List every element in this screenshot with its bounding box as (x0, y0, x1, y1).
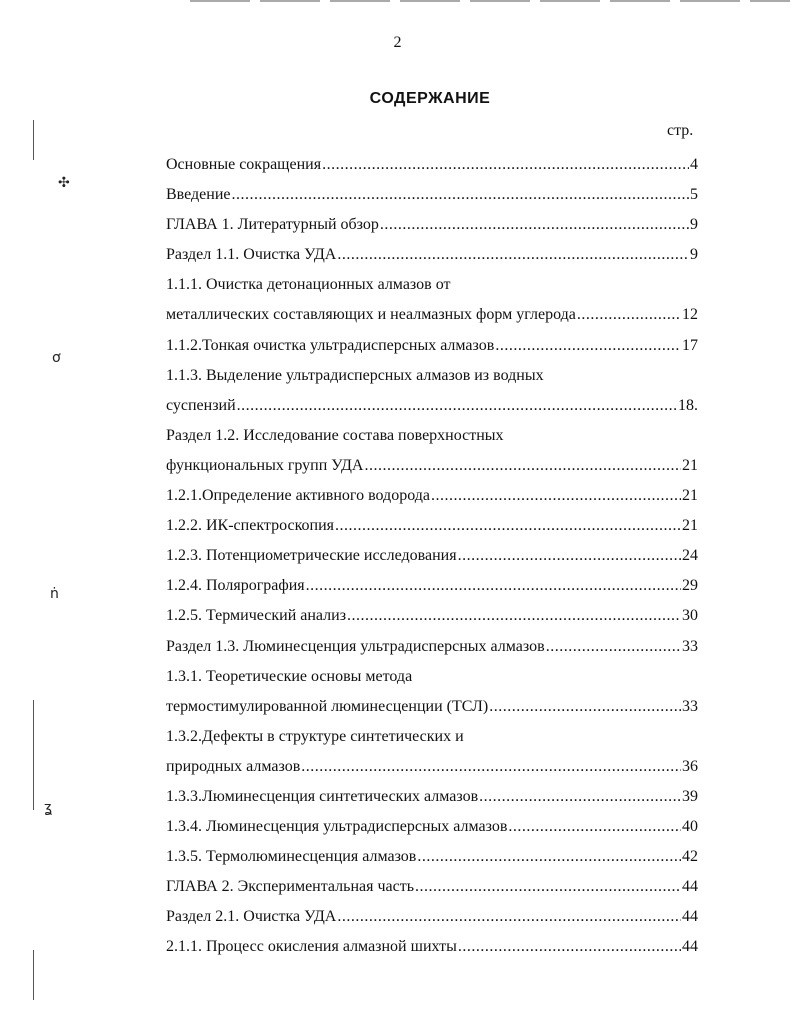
toc-entry (166, 601, 698, 631)
scan-speck-icon: ṅ (50, 586, 59, 602)
toc-entry-title: природных алмазов (166, 757, 301, 775)
toc-entry (166, 270, 698, 300)
toc-dot-leader (458, 932, 681, 962)
toc-entry-title: Основные сокращения (166, 156, 322, 173)
toc-entry (166, 722, 698, 752)
toc-entry (166, 361, 698, 391)
toc-entry-title: 1.2.4. Полярография (166, 577, 305, 595)
toc-entry (166, 451, 698, 481)
toc-entry-page: 30 (682, 607, 698, 625)
toc-entry (166, 541, 698, 571)
toc-entry (166, 902, 698, 932)
toc-entry-title: 1.2.1.Определение активного водорода (166, 487, 430, 505)
toc-entry (166, 932, 698, 962)
toc-dot-leader (417, 842, 681, 872)
toc-entry-page: 24 (682, 547, 698, 565)
toc-entry-title: Введение (166, 186, 231, 204)
toc-entry (166, 421, 698, 451)
toc-entry-title: металлических составляющих и неалмазных форм углерода (166, 306, 576, 324)
toc-dot-leader (306, 571, 681, 601)
toc-entry-page: 4 (690, 156, 698, 173)
toc-entry-page: 21 (682, 456, 698, 474)
toc-entry-page: 33 (682, 697, 698, 715)
toc-dot-leader (415, 872, 681, 902)
page-title: СОДЕРЖАНИЕ (369, 90, 491, 107)
toc-entry-title: 2.1.1. Процесс окисления алмазной шихты (166, 938, 457, 956)
toc-entry (166, 511, 698, 541)
toc-entry-page: 39 (682, 787, 698, 805)
toc-dot-leader (347, 601, 681, 631)
toc-dot-leader (335, 511, 681, 541)
toc-entry-page: 17 (682, 336, 698, 354)
toc-entry-page: 44 (682, 938, 698, 956)
toc-entry-title: Раздел 1.3. Люминесценция ультрадисперсных алмазов (166, 637, 545, 655)
toc-dot-leader (479, 782, 681, 812)
toc-entry-title: ГЛАВА 1. Литературный обзор (166, 216, 379, 234)
toc-entry-page: 12 (682, 306, 698, 324)
toc-entry-title: Раздел 1.1. Очистка УДА (166, 246, 337, 264)
toc-entry-page: 5 (690, 186, 698, 204)
toc-entry (166, 842, 698, 872)
toc-entry-title: 1.2.3. Потенциометрические исследования (166, 547, 457, 565)
toc-dot-leader (337, 902, 681, 932)
toc-entry-title: термостимулированной люминесценции (ТСЛ) (166, 697, 489, 715)
toc-dot-leader (380, 210, 689, 240)
toc-dot-leader (577, 300, 681, 330)
top-scan-rule (190, 0, 790, 2)
toc-entry-title: 1.1.1. Очистка детонационных алмазов от (166, 276, 451, 294)
toc-entry-title: 1.3.3.Люминесценция синтетических алмазов (166, 787, 479, 805)
page-column-label: стр. (667, 122, 694, 139)
toc-dot-leader (237, 391, 677, 421)
toc-entry (166, 872, 698, 902)
toc-entry-title: 1.3.5. Термолюминесценция алмазов (166, 848, 417, 866)
scan-speck-icon: ✣ (58, 175, 70, 191)
scan-speck-icon: ʓ (44, 800, 53, 816)
toc-entry (166, 481, 698, 511)
toc-entry-title: ГЛАВА 2. Экспериментальная часть (166, 878, 414, 896)
toc-entry (166, 210, 698, 240)
toc-entry (166, 752, 698, 782)
toc-entry-page: 18. (678, 396, 698, 414)
toc-entry (166, 812, 698, 842)
toc-entry-title: 1.2.2. ИК-спектроскопия (166, 517, 335, 535)
toc-entry (166, 782, 698, 812)
toc-dot-leader (301, 752, 681, 782)
toc-entry-page: 21 (682, 487, 698, 505)
page-number: 2 (393, 34, 402, 51)
toc-dot-leader (458, 541, 681, 571)
toc-entry-title: Раздел 1.2. Исследование состава поверхностных (166, 426, 504, 444)
toc-entry (166, 180, 698, 210)
toc-entry (166, 662, 698, 692)
toc-entry-page: 21 (682, 517, 698, 535)
toc-entry-page: 40 (682, 818, 698, 836)
toc-entry (166, 632, 698, 662)
toc-entry (166, 391, 698, 421)
toc-entry-title: Раздел 2.1. Очистка УДА (166, 908, 337, 926)
margin-scan-line (33, 120, 34, 160)
toc-entry (166, 692, 698, 722)
toc-entry-title: 1.3.1. Теоретические основы метода (166, 667, 413, 685)
toc-dot-leader (232, 180, 690, 210)
toc-dot-leader (508, 812, 681, 842)
toc-dot-leader (489, 692, 681, 722)
toc-dot-leader (364, 451, 681, 481)
toc-entry-page: 29 (682, 577, 698, 595)
toc-dot-leader (337, 240, 689, 270)
toc-entry-page: 36 (682, 757, 698, 775)
toc-entry-title: 1.2.5. Термический анализ (166, 607, 347, 625)
margin-scan-line (33, 700, 34, 810)
toc-dot-leader (322, 150, 689, 180)
toc-entry-page: 42 (682, 848, 698, 866)
margin-scan-line (33, 950, 34, 1000)
toc-entry-title: 1.3.2.Дефекты в структуре синтетических и (166, 727, 464, 745)
toc-dot-leader (546, 632, 681, 662)
toc-entry-page: 44 (682, 878, 698, 896)
toc-entry-title: 1.1.2.Тонкая очистка ультрадисперсных алмазов (166, 336, 495, 354)
toc-entry (166, 300, 698, 330)
toc-entry-title: суспензий (166, 396, 236, 414)
toc-entry-title: 1.3.4. Люминесценция ультрадисперсных алмазов (166, 818, 508, 836)
toc-entry (166, 331, 698, 361)
toc-entry-page: 44 (682, 908, 698, 926)
toc-dot-leader (431, 481, 681, 511)
toc-entry-page: 9 (690, 216, 698, 234)
toc-entry (166, 240, 698, 270)
table-of-contents (166, 150, 698, 963)
toc-entry-title: функциональных групп УДА (166, 456, 364, 474)
toc-entry-page: 9 (690, 246, 698, 264)
scan-speck-icon: ơ (52, 350, 61, 366)
toc-entry-title: 1.1.3. Выделение ультрадисперсных алмазов из водных (166, 366, 544, 384)
toc-entry (166, 571, 698, 601)
toc-dot-leader (495, 331, 681, 361)
toc-entry (166, 150, 698, 180)
toc-entry-page: 33 (682, 637, 698, 655)
